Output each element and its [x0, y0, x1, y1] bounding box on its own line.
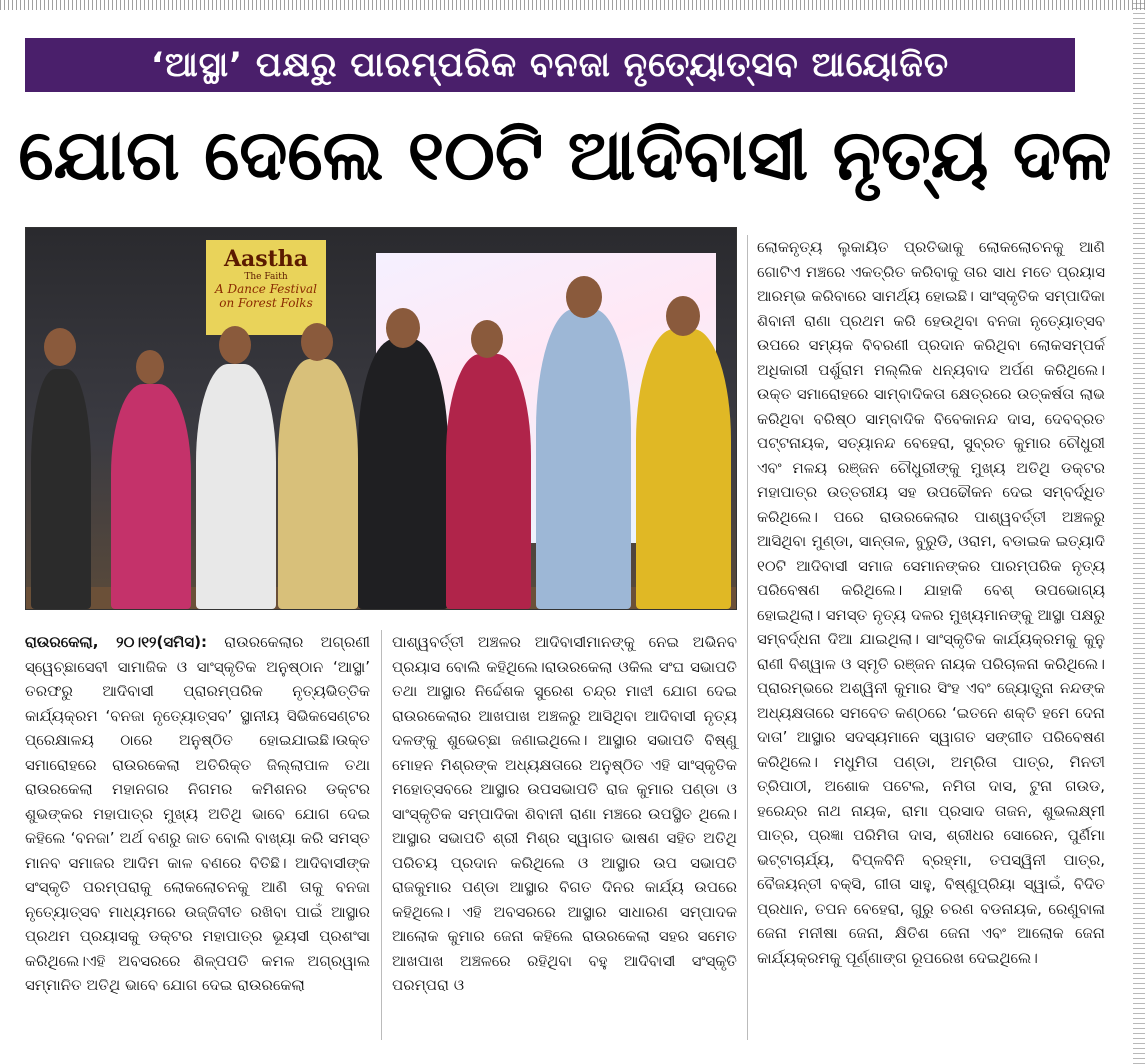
sign-title: Aastha [223, 246, 309, 272]
news-photo [25, 227, 737, 610]
person-4-head [301, 323, 333, 361]
person-3-head [219, 326, 251, 364]
person-5 [358, 339, 448, 609]
dotted-border-right [1133, 0, 1145, 1064]
dateline: ରାଉରକେଲା, ୨୦।୧୨(ସମିସ): [25, 633, 208, 651]
person-6 [446, 354, 531, 609]
person-4 [278, 359, 358, 609]
headline: ଯୋଗ ଦେଲେ ୧୦ଟି ଆଦିବାସୀ ନୃତ୍ୟ ଦଳ [18, 113, 1112, 196]
person-2 [111, 384, 191, 609]
kicker-banner [25, 38, 1075, 92]
sign-line-1: A Dance Festival [215, 282, 317, 296]
person-2-head [136, 350, 164, 384]
article-column-1-text: ରାଉରକେଲାର ଅଗ୍ରଣୀ ସ୍ୱେଚ୍ଛାସେବୀ ସାମାଜିକ ଓ ସାଂସ୍କୃତିକ ଅନୁଷ୍ଠାନ ‘ଆସ୍ଥା’ ତରଫରୁ ଆଦିବାସୀ ପ୍ରାରମ୍ପରିକ ନୃତ୍ୟଭିତ୍ତିକ କାର୍ଯ୍ୟକ୍ରମ ‘ବନଜା ନୃତ୍ୟୋତ୍ସବ’ ସ୍ଥାନୀୟ ସିଭିକସେଣ୍ଟର ପ୍ରେକ୍ଷାଳୟ ଠାରେ ଅନୁଷ୍ଠିତ ହୋଇଯାଇଛି।ଉକ୍ତ ସମାରୋହରେ ରାଉରକେଲା ଅତିରିକ୍ତ ଜିଲ୍ଲାପାଳ ତଥା ରାଉରକେଲା ମହାନଗର ନିଗମର କମିଶନର ଡକ୍ଟର ଶୁଭଙ୍କର ମହାପାତ୍ର ମୁଖ୍ୟ ଅତିଥି ଭାବେ ଯୋଗ ଦେଇ କହିଲେ ‘ବନଜା’ ଅର୍ଥ ବଣରୁ ଜାତ ବୋଲି ବାଖ୍ୟା କରି ସମସ୍ତ ମାନବ ସମାଜର ଆଦିମ କାଳ ବଣରେ ବିତିଛି। ଆଦିବାସୀଙ୍କ ସଂସ୍କୃତି ପରମ୍ପରାକୁ ଲୋକଲୋଚନକୁ ଆଣି ତାକୁ ବନଜା ନୃତ୍ୟୋତ୍ସବ ମାଧ୍ୟମରେ ଉଜ୍ଜିବୀତ ରଖିବା ପାଇଁ ଆସ୍ଥାର ପ୍ରଥମ ପ୍ରୟାସକୁ ଡକ୍ଟର ମହାପାତ୍ର ଭୂୟସୀ ପ୍ରଶଂସା କରିଥିଲେ।ଏହି ଅବସରରେ ଶିଳ୍ପପତି କମଳ ଅଗ୍ରୱାଲ ସମ୍ମାନିତ ଅତିଥି ଭାବେ ଯୋଗ ଦେଇ ରାଉରକେଲା [25, 633, 370, 994]
column-rule-1 [381, 630, 382, 1040]
person-1 [31, 369, 91, 609]
person-1-head [44, 328, 76, 366]
person-8 [636, 329, 731, 609]
person-5-head [386, 308, 420, 348]
article-column-1 [25, 630, 370, 998]
person-8-head [666, 296, 700, 336]
sign-line-2: on Forest Folks [219, 296, 313, 310]
dotted-border-top [0, 0, 1145, 10]
column-rule-2 [747, 235, 748, 1040]
article-column-3: ଲୋକନୃତ୍ୟ ଲୁକାୟିତ ପ୍ରତିଭାକୁ ଲୋକଲୋଚନକୁ ଆଣି ଗୋଟିଏ ମଞ୍ଚରେ ଏକତ୍ରିତ କରିବାକୁ ତାର ସାଧ ମତେ ପ୍ରୟାସ ଆରମ୍ଭ କରିବାରେ ସାମର୍ଥ୍ୟ ହୋଇଛି। ସାଂସ୍କୃତିକ ସମ୍ପାଦିକା ଶିବାନୀ ରାଣା ପ୍ରଥମ କରି ହେଉଥିବା ବନଜା ନୃତ୍ୟୋତ୍ସବ ଉପରେ ସମ୍ୟକ ବିବରଣୀ ପ୍ରଦାନ କରିଥିବା ଲୋକସମ୍ପର୍କ ଅଧିକାରୀ ପର୍ଶୁରାମ ମଲ୍ଲିକ ଧନ୍ୟବାଦ ଅର୍ପଣ କରିଥିଲେ। ଉକ୍ତ ସମାରୋହରେ ସାମ୍ବାଦିକତା କ୍ଷେତ୍ରରେ ଉତ୍କର୍ଷତା ଲାଭ କରିଥିବା ବରିଷ୍ଠ ସାମ୍ବାଦିକ ବିବେକାନନ୍ଦ ଦାସ, ଦେବବ୍ରତ ପଟ୍ଟନାୟକ, ସତ୍ୟାନନ୍ଦ ବେହେରା, ସୁବ୍ରତ କୁମାର ଚୌଧୁରୀ ଏବଂ ମଳୟ ରଞ୍ଜନ ଚୌଧୁରୀଙ୍କୁ ମୁଖ୍ୟ ଅତିଥି ଡକ୍ଟର ମହାପାତ୍ର ଉତ୍ତରୀୟ ସହ ଉପଢୌକନ ଦେଇ ସମ୍ବର୍ଦ୍ଧିତ କରିଥିଲେ। ପରେ ରାଉରକେଲାର ପାଶ୍ୱବର୍ତ୍ତୀ ଅଞ୍ଚଳରୁ ଆସିଥିବା ମୁଣ୍ଡା, ସାନ୍ତାଳ, ବୁରୁଡି, ଓରାମ, ବଡାଇକ ଇତ୍ୟାଦି ୧୦ଟି ଆଦିବାସୀ ସମାଜ ସେମାନଙ୍କର ପାରମ୍ପରିକ ନୃତ୍ୟ ପରିବେଷଣ କରିଥିଲେ। ଯାହାକି ବେଶ୍ ଉପଭୋଗ୍ୟ ହୋଇଥିଲା। ସମସ୍ତ ନୃତ୍ୟ ଦଳର ମୁଖ୍ୟମାନଙ୍କୁ ଆସ୍ଥା ପକ୍ଷରୁ ସମ୍ବର୍ଦ୍ଧନା ଦିଆ ଯାଇଥିଲା। ସାଂସ୍କୃତିକ କାର୍ଯ୍ୟକ୍ରମକୁ କୁନୁ ରାଣୀ ବିଶ୍ୱାଳ ଓ ସ୍ମୃତି ରଞ୍ଜନ ନାୟକ ପରିଚାଳନା କରିଥିଲେ। ପ୍ରାରମ୍ଭରେ ଅଶ୍ୱିନୀ କୁମାର ସିଂହ ଏବଂ ଜ୍ୟୋତ୍ସ୍ନା ନନ୍ଦଙ୍କ ଅଧ୍ୟକ୍ଷତାରେ ସମବେତ କଣ୍ଠରେ ‘ଇତନେ ଶକ୍ତି ହମେ ଦେନା ଦାତା’ ଆସ୍ଥାର ସଦସ୍ୟମାନେ ସ୍ୱାଗତ ସଙ୍ଗୀତ ପରିବେଷଣ କରିଥିଲେ। ମଧୁମିତା ପଣ୍ଡା, ଅମ୍ରିତା ପାତ୍ର, ମିନତୀ ତ୍ରିପାଠୀ, ଅଶୋକ ପଟେଲ, ନମିତା ଦାସ, ଟୁନା ଗଉଡ, ହରେନ୍ଦ୍ର ନାଥ ନାୟକ, ରାମା ପ୍ରସାଦ ତାଜନ, ଶୁଭଲକ୍ଷ୍ମୀ ପାତ୍ର, ପ୍ରଜ୍ଞା ପରିମିତା ଦାସ, ଶ୍ରୀଧର ସୋରେନ, ପୁର୍ଣିମା ଭଟ୍ଟାଚାର୍ଯ୍ୟ, ବିପ୍ଳବିନି ବ୍ରହ୍ମା, ତପସ୍ୱିନୀ ପାତ୍ର, ବୈଜୟନ୍ତୀ ବକ୍ସି, ଗୀତା ସାହୁ, ବିଷ୍ଣୁପ୍ରିୟା ସ୍ୱାଇଁ, ବିଦିତ ପ୍ରଧାନ, ତପନ ବେହେରା, ଗୁରୁ ଚରଣ ବଡନାୟକ, ରେଣୁବାଳା ଜେନା ମନୀଷା ଜେନା, କ୍ଷିତିଶ ଜେନା ଏବଂ ଆଲୋକ ଜେନା କାର୍ଯ୍ୟକ୍ରମକୁ ପୂର୍ଣ୍ଣାଙ୍ଗ ରୂପରେଖ ଦେଇଥିଲେ। [757, 238, 1105, 967]
kicker-text: ‘ଆସ୍ଥା’ ପକ୍ଷରୁ ପାରମ୍ପରିକ ବନଜା ନୃତ୍ୟୋତ୍ସବ ଆୟୋଜିତ [150, 45, 950, 85]
person-7 [536, 309, 631, 609]
person-6-head [471, 320, 503, 358]
person-7-head [566, 276, 602, 318]
article-column-2: ପାଶ୍ୱବର୍ତ୍ତୀ ଅଞ୍ଚଳର ଆଦିବାସୀମାନଙ୍କୁ ନେଇ ଅଭିନବ ପ୍ରୟାସ ବୋଲି କହିଥିଲେ।ରାଉରକେଲା ଓକିଲ ସଂଘ ସଭାପତି ତଥା ଆସ୍ଥାର ନିର୍ଦ୍ଦେଶକ ସୁରେଶ ଚନ୍ଦ୍ର ମାଝୀ ଯୋଗ ଦେଇ ରାଉରକେଲାର ଆଖପାଖ ଅଞ୍ଚଳରୁ ଆସିଥିବା ଆଦିବାସୀ ନୃତ୍ୟ ଦଳଙ୍କୁ ଶୁଭେଚ୍ଛା ଜଣାଇଥିଲେ। ଆସ୍ଥାର ସଭାପତି ବିଷ୍ଣୁ ମୋହନ ମିଶ୍ରଙ୍କ ଅଧ୍ୟକ୍ଷତାରେ ଅନୁଷ୍ଠିତ ଏହି ସାଂସ୍କୃତିକ ମହୋତ୍ସବରେ ଆସ୍ଥାର ଉପସଭାପତି ରାଜ କୁମାର ପଣ୍ଡା ଓ ସାଂସ୍କୃତିକ ସମ୍ପାଦିକା ଶିବାନୀ ରାଣା ମଞ୍ଚରେ ଉପସ୍ଥିତ ଥିଲେ। ଆସ୍ଥାର ସଭାପତି ଶ୍ରୀ ମିଶ୍ର ସ୍ୱାଗତ ଭାଷଣ ସହିତ ଅତିଥି ପରିଚୟ ପ୍ରଦାନ କରିଥିଲେ ଓ ଆସ୍ଥାର ଉପ ସଭାପତି ରାଜକୁମାର ପଣ୍ଡା ଆସ୍ଥାର ବିଗତ ଦିନର କାର୍ଯ୍ୟ ଉପରେ କହିଥିଲେ। ଏହି ଅବସରରେ ଆସ୍ଥାର ସାଧାରଣ ସମ୍ପାଦକ ଆଲୋକ କୁମାର ଜେନା କହିଲେ ରାଉରକେଲା ସହର ସମେତ ଆଖପାଖ ଅଞ୍ଚଳରେ ରହିଥିବା ବହୁ ଆଦିବାସୀ ସଂସ୍କୃତି ପରମ୍ପରା ଓ [392, 633, 737, 994]
person-3 [196, 364, 276, 609]
aastha-festival-sign [206, 240, 326, 335]
sign-tagline: The Faith [244, 272, 288, 282]
